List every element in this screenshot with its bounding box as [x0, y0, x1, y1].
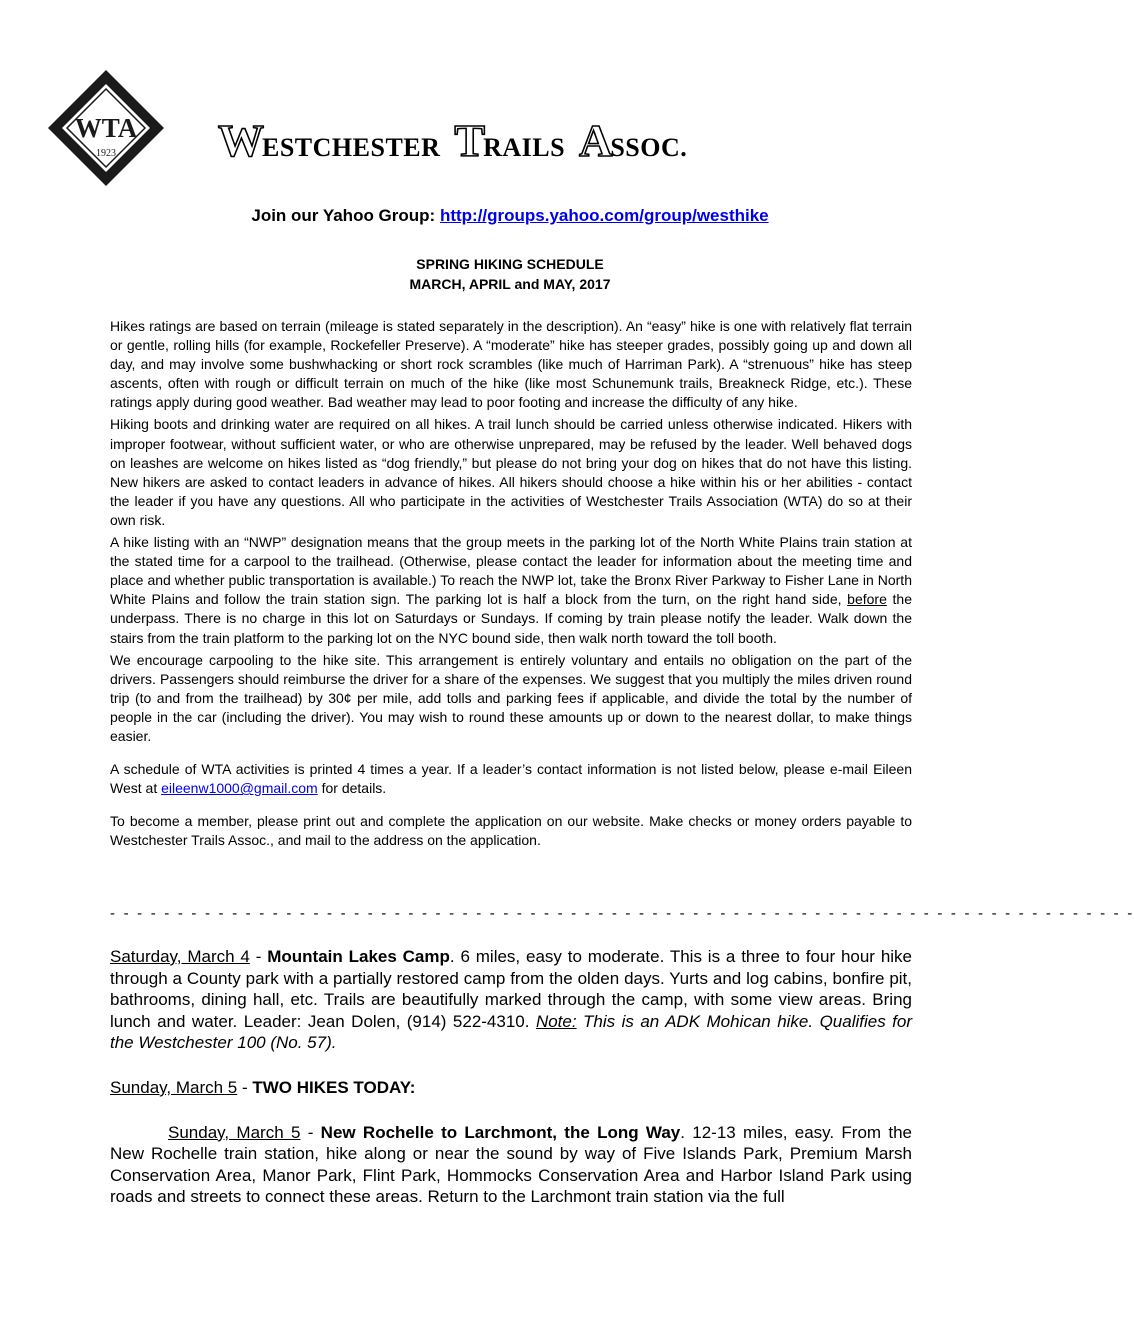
ratings-paragraph: Hikes ratings are based on terrain (mileage is stated separately in the description). An “easy” hike is one with relatively flat terrain or gentle, rolling hills (for example, Rockefeller Preserve). A “moderate” hike has steeper grades, possibly going up and down all day, and may involve some bushwhacking or short rock scrambles (like much of Harriman Park). A “strenuous” hike has steep ascents, often with rough or difficult terrain on much of the hike (like most Schunemunk trails, Breakneck Ridge, etc.). These ratings apply during good weather. Bad weather may lead to poor footing and increase the difficulty of any hike. — [110, 318, 912, 411]
carpool-paragraph: We encourage carpooling to the hike site. This arrangement is entirely voluntary and entails no obligation on the part of the drivers. Passengers should reimburse the driver for a share of the expenses. We suggest that you multiply the miles driven round trip (to and from the trailhead) by 30¢ per mile, add tolls and parking fees if applicable, and divide the total by the number of people in the car (including the driver). You may wish to round these amounts up or down to the nearest dollar, to make things easier. — [110, 651, 912, 744]
hike-entry: Sunday, March 5 - New Rochelle to Larchmont, the Long Way. 12-13 miles, easy. From the New Rochelle train station, hike along or near the sound by way of Five Islands Park, Premium Marsh Conservation Area, Manor Park, Flint Park, Hommocks Conservation Area and Harbor Island Park using roads and streets to connect these areas. Return to the Larchmont train station via the full — [110, 1122, 913, 1207]
organization-title — [218, 115, 697, 166]
title-word-1: WESTCHESTER — [218, 115, 441, 166]
title-word-3: ASSOC. — [579, 115, 688, 166]
nwp-paragraph: A hike listing with an “NWP” designation means that the group meets in the parking lot of the North White Plains train station at the stated time for a carpool to the trailhead. (Otherwise, please contact the leader for information about the meeting time and place and whether public transportation is available.) To reach the NWP lot, take the Bronx River Parkway to Fisher Lane in North White Plains and follow the train station sign. The parking lot is half a block from the turn, on the right hand side, before the underpass. There is no charge in this lot on Saturdays or Sundays. If coming by train please notify the leader. Walk down the stairs from the train platform to the parking lot on the NYC bound side, then walk north toward the toll booth. — [110, 534, 913, 646]
intro-section — [110, 317, 912, 853]
hike-date: Saturday, March 4 — [110, 947, 250, 966]
hike-listings — [110, 946, 912, 1208]
title-word-2: TRAILS — [454, 115, 566, 166]
join-label: Join our Yahoo Group: — [251, 206, 436, 225]
hike-entry: Saturday, March 4 - Mountain Lakes Camp. 6 miles, easy to moderate. This is a three to four hour hike through a County park with a partially restored camp from the olden days. Yurts and log cabins, bonfire pit, bathrooms, dining hall, etc. Trails are beautifully marked through the camp, with some view areas. Bring lunch and water. Leader: Jean Dolen, (914) 522-4310. Note: This is an ADK Mohican hike. Qualifies for the Westchester 100 (No. 57). — [110, 947, 913, 1053]
schedule-title: SPRING HIKING SCHEDULE — [416, 256, 604, 272]
email-link[interactable]: eileenw1000@gmail.com — [161, 780, 318, 797]
schedule-heading — [0, 254, 1020, 294]
schedule-info-paragraph: A schedule of WTA activities is printed 4 times a year. If a leader’s contact information is not listed below, please e-mail Eileen West at eileenw1000@gmail.com for details. — [110, 761, 912, 797]
dashed-divider: - - - - - - - - - - - - - - - - - - - - - - - - - - - - - - - - - - - - - - - - - - - - - - - - - - - - - - - - - - - - - - - - - - - - - - - - - - - - — [110, 905, 1134, 922]
logo-year: 1923 — [96, 148, 116, 159]
hike-date: Sunday, March 5 — [168, 1122, 301, 1142]
hike-date: Sunday, March 5 — [110, 1077, 238, 1097]
logo-text: WTA — [74, 113, 138, 143]
requirements-paragraph: Hiking boots and drinking water are required on all hikes. A trail lunch should be carried unless otherwise indicated. Hikers with improper footwear, without sufficient water, or who are otherwise unprepared, may be refused by the leader. Well behaved dogs on leashes are welcome on hikes listed as “dog friendly,” but please do not bring your dog on hikes that do not have this listing. New hikers are asked to contact leaders in advance of hikes. All hikers should choose a hike within his or her abilities - contact the leader if you have any questions. All who participate in the activities of Westchester Trails Association (WTA) do so at their own risk. — [110, 416, 912, 528]
wta-diamond-logo — [46, 68, 166, 188]
yahoo-group-link[interactable]: http://groups.yahoo.com/group/westhike — [439, 206, 769, 225]
yahoo-group-line — [0, 206, 1020, 226]
hike-entry: Sunday, March 5 - TWO HIKES TODAY: — [110, 1077, 416, 1097]
hike-title: New Rochelle to Larchmont, the Long Way — [320, 1122, 681, 1142]
hike-title: Mountain Lakes Camp — [267, 947, 450, 966]
hike-title: TWO HIKES TODAY: — [252, 1077, 416, 1097]
membership-paragraph: To become a member, please print out and complete the application on our website. Make checks or money orders payable to Westchester Trails Assoc., and mail to the address on the application. — [110, 813, 912, 849]
schedule-subtitle: MARCH, APRIL and MAY, 2017 — [409, 276, 611, 292]
